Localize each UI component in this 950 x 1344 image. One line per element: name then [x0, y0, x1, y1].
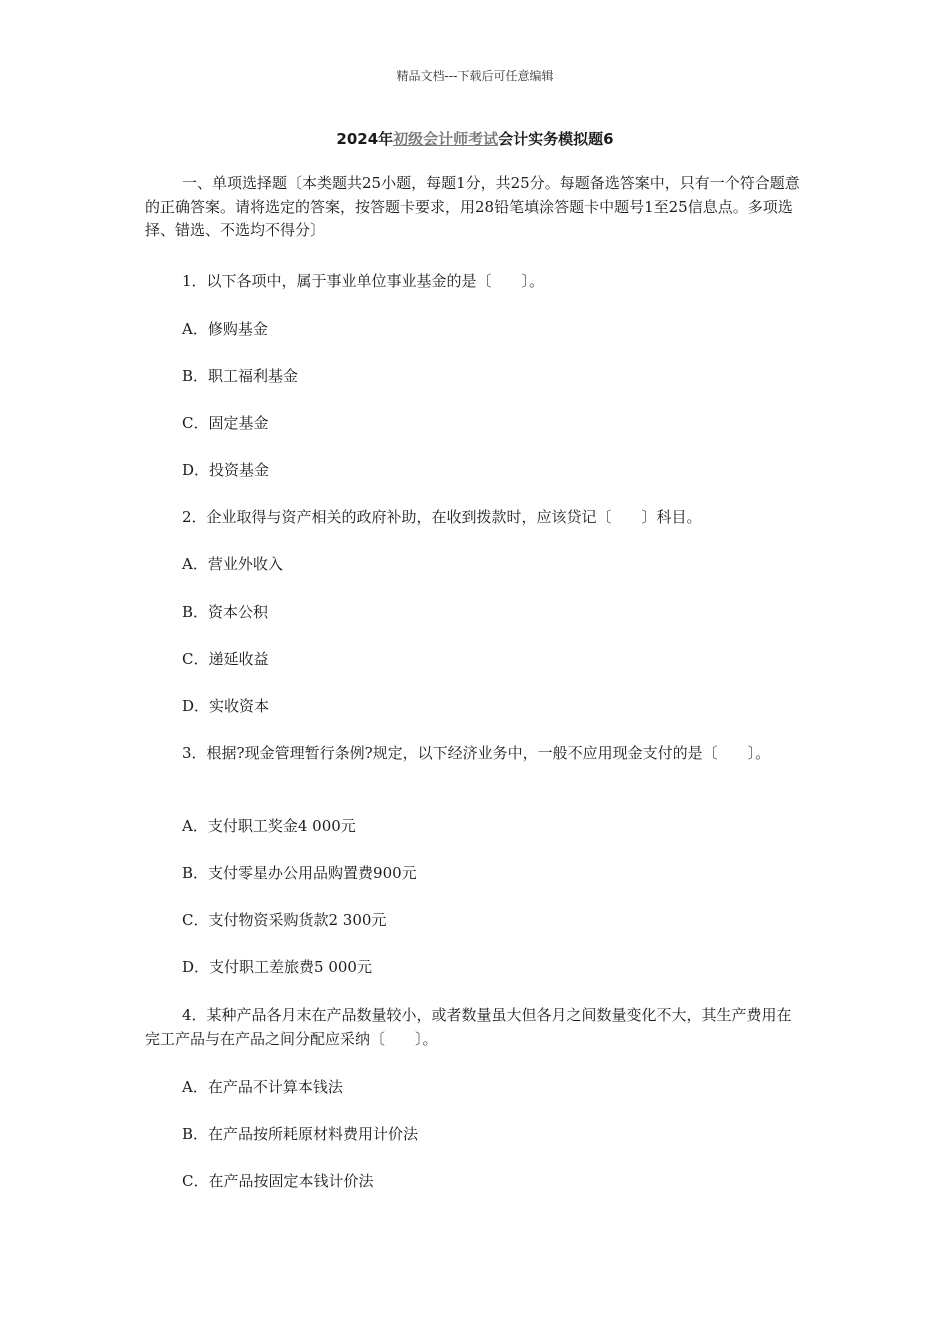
question-1-option-b: B．职工福利基金	[182, 367, 299, 385]
section-intro: 一、单项选择题〔本类题共25小题，每题1分，共25分。每题备选答案中，只有一个符合题意的正确答案。请将选定的答案，按答题卡要求，用28铅笔填涂答题卡中题号1至25信息点。多项选择、错选、不选均不得分〕	[145, 174, 800, 239]
question-2-option-c: C．递延收益	[182, 650, 269, 668]
question-3-option-d: D．支付职工差旅费5 000元	[182, 958, 372, 976]
question-stem-1: 1．以下各项中，属于事业单位事业基金的是〔 〕。	[182, 272, 545, 290]
title-suffix: 会计实务模拟题6	[498, 130, 614, 148]
question-3-option-c: C．支付物资采购货款2 300元	[182, 911, 387, 929]
question-4-option-b: B．在产品按所耗原材料费用计价法	[182, 1125, 419, 1143]
question-2-option-a: A．营业外收入	[182, 555, 283, 573]
question-1-option-d: D．投资基金	[182, 461, 270, 479]
question-3-option-b: B．支付零星办公用品购置费900元	[182, 864, 417, 882]
question-3-option-a: A．支付职工奖金4 000元	[182, 817, 356, 835]
question-2-option-b: B．资本公积	[182, 603, 269, 621]
question-1-option-a: A．修购基金	[182, 320, 268, 338]
question-stem-2: 2．企业取得与资产相关的政府补助，在收到拨款时，应该贷记〔 〕科目。	[182, 508, 702, 526]
title-prefix: 2024年	[336, 130, 394, 148]
question-1-option-c: C．固定基金	[182, 414, 269, 432]
question-stem-3: 3．根据?现金管理暂行条例?规定，以下经济业务中，一般不应用现金支付的是〔 〕。	[182, 744, 771, 762]
page-header: 精品文档---下载后可任意编辑	[396, 69, 554, 83]
question-4-option-a: A．在产品不计算本钱法	[182, 1078, 343, 1096]
page-title	[0, 128, 950, 149]
question-stem-4: 4．某种产品各月末在产品数量较小，或者数量虽大但各月之间数量变化不大，其生产费用在完工产品与在产品之间分配应采纳〔 〕。	[145, 1006, 792, 1048]
question-4-option-c: C．在产品按固定本钱计价法	[182, 1172, 374, 1190]
title-link[interactable]: 初级会计师考试	[393, 130, 499, 148]
question-2-option-d: D．实收资本	[182, 697, 270, 715]
